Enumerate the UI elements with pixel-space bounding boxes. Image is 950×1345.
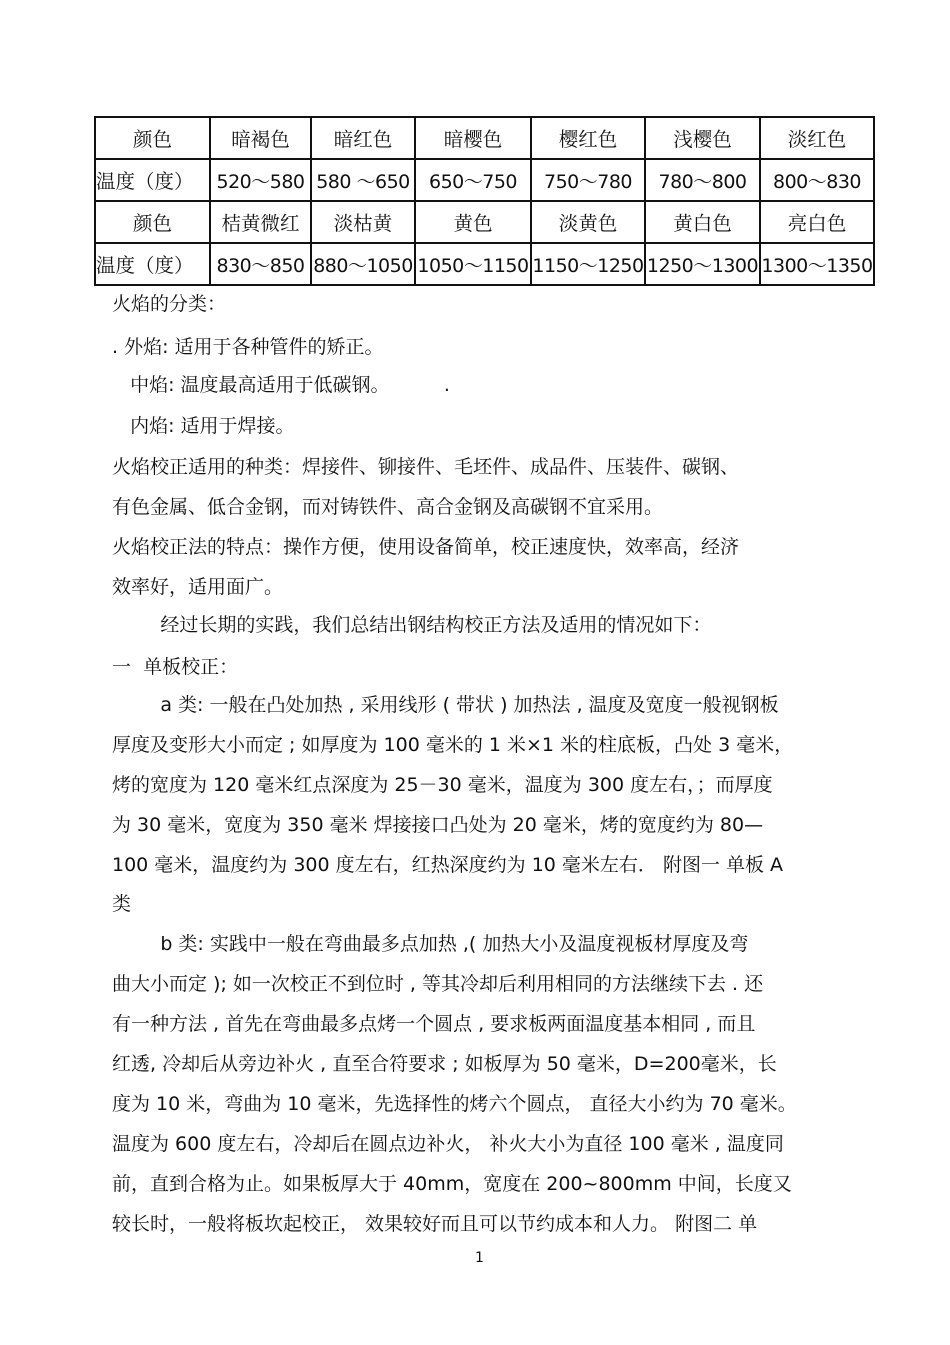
table-cell: 750～780 bbox=[531, 159, 645, 201]
table-cell: 780～800 bbox=[645, 159, 760, 201]
table-cell: 黄色 bbox=[415, 201, 531, 243]
text-line: 100 毫米，温度约为 300 度左右，红热深度约为 10 毫米左右． 附图一 单板 A bbox=[112, 854, 784, 876]
text-line: 度为 10 米，弯曲为 10 毫米，先选择性的烤六个圆点， 直径大小约为 70 毫米。 bbox=[112, 1093, 797, 1115]
text-line: 有一种方法 , 首先在弯曲最多点烤一个圆点 , 要求板两面温度基本相同 , 而且 bbox=[112, 1013, 756, 1035]
table-cell: 温度（度） bbox=[95, 243, 210, 285]
table-row bbox=[95, 117, 874, 159]
table-cell: 暗樱色 bbox=[415, 117, 531, 159]
text-line: . 外焰: 适用于各种管件的矫正。 bbox=[112, 336, 384, 358]
table-cell: 温度（度） bbox=[95, 159, 210, 201]
temperature-color-table bbox=[94, 116, 875, 286]
table-cell: 1250～1300 bbox=[645, 243, 760, 285]
text-line: 曲大小而定 ); 如一次校正不到位时 , 等其冷却后利用相同的方法继续下去 . 还 bbox=[112, 973, 764, 995]
table-cell: 520～580 bbox=[210, 159, 311, 201]
text-line: 厚度及变形大小而定 ; 如厚度为 100 毫米的 1 米×1 米的柱底板，凸处 3 毫米， bbox=[112, 734, 794, 756]
text-line: 火焰校正适用的种类：焊接件、铆接件、毛坯件、成品件、压装件、碳钢、 bbox=[112, 456, 740, 478]
table-cell: 暗褐色 bbox=[210, 117, 311, 159]
text-line: 中焰: 温度最高适用于低碳钢。 . bbox=[112, 374, 450, 396]
table-cell: 暗红色 bbox=[311, 117, 415, 159]
table-cell: 颜色 bbox=[95, 201, 210, 243]
text-line: 温度为 600 度左右，冷却后在圆点边补火， 补火大小为直径 100 毫米 , 温度同 bbox=[112, 1133, 784, 1155]
table-cell: 颜色 bbox=[95, 117, 210, 159]
table-cell: 樱红色 bbox=[531, 117, 645, 159]
text-line: 内焰: 适用于焊接。 bbox=[112, 415, 295, 437]
table-cell: 浅樱色 bbox=[645, 117, 760, 159]
table-cell: 830～850 bbox=[210, 243, 311, 285]
table-row bbox=[95, 159, 874, 201]
text-line: a 类: 一般在凸处加热 , 采用线形 ( 带状 ) 加热法 , 温度及宽度一般视钢板 bbox=[112, 694, 779, 716]
table-row bbox=[95, 201, 874, 243]
table-cell: 650～750 bbox=[415, 159, 531, 201]
table-cell: 黄白色 bbox=[645, 201, 760, 243]
text-line: 为 30 毫米，宽度为 350 毫米 焊接接口凸处为 20 毫米，烤的宽度约为 80— bbox=[112, 814, 764, 836]
text-line: 有色金属、低合金钢，而对铸铁件、高合金钢及高碳钢不宜采用。 bbox=[112, 496, 664, 518]
text-line: b 类: 实践中一般在弯曲最多点加热 ,( 加热大小及温度视板材厚度及弯 bbox=[112, 933, 749, 955]
text-line: 效率好，适用面广。 bbox=[112, 576, 284, 598]
table-cell: 亮白色 bbox=[760, 201, 874, 243]
table-cell: 880～1050 bbox=[311, 243, 415, 285]
text-line: 类 bbox=[112, 893, 132, 915]
table-row bbox=[95, 243, 874, 285]
table-cell: 淡黄色 bbox=[531, 201, 645, 243]
table-cell: 淡红色 bbox=[760, 117, 874, 159]
flame-classification-heading: 火焰的分类： bbox=[112, 293, 227, 315]
text-line: 经过长期的实践，我们总结出钢结构校正方法及适用的情况如下： bbox=[112, 614, 712, 636]
table-cell: 1300～1350 bbox=[760, 243, 874, 285]
section-heading: 一 单板校正： bbox=[112, 656, 239, 678]
text-line: 烤的宽度为 120 毫米红点深度为 25－30 毫米，温度为 300 度左右，；而厚度 bbox=[112, 774, 773, 796]
page-number: 1 bbox=[475, 1250, 484, 1266]
text-line: 红透, 冷却后从旁边补火 , 直至合符要求 ; 如板厚为 50 毫米，D=200毫米，长 bbox=[112, 1053, 777, 1075]
table-cell: 800～830 bbox=[760, 159, 874, 201]
text-line: 前，直到合格为止。如果板厚大于 40mm，宽度在 200~800mm 中间，长度又 bbox=[112, 1173, 792, 1195]
table-cell: 1050～1150 bbox=[415, 243, 531, 285]
table-cell: 580 ～650 bbox=[311, 159, 415, 201]
text-line: 火焰校正法的特点：操作方便，使用设备简单，校正速度快，效率高，经济 bbox=[112, 536, 740, 558]
table-cell: 桔黄微红 bbox=[210, 201, 311, 243]
text-line: 较长时，一般将板坎起校正， 效果较好而且可以节约成本和人力。 附图二 单 bbox=[112, 1213, 758, 1235]
table-cell: 淡枯黄 bbox=[311, 201, 415, 243]
table-cell: 1150～1250 bbox=[531, 243, 645, 285]
